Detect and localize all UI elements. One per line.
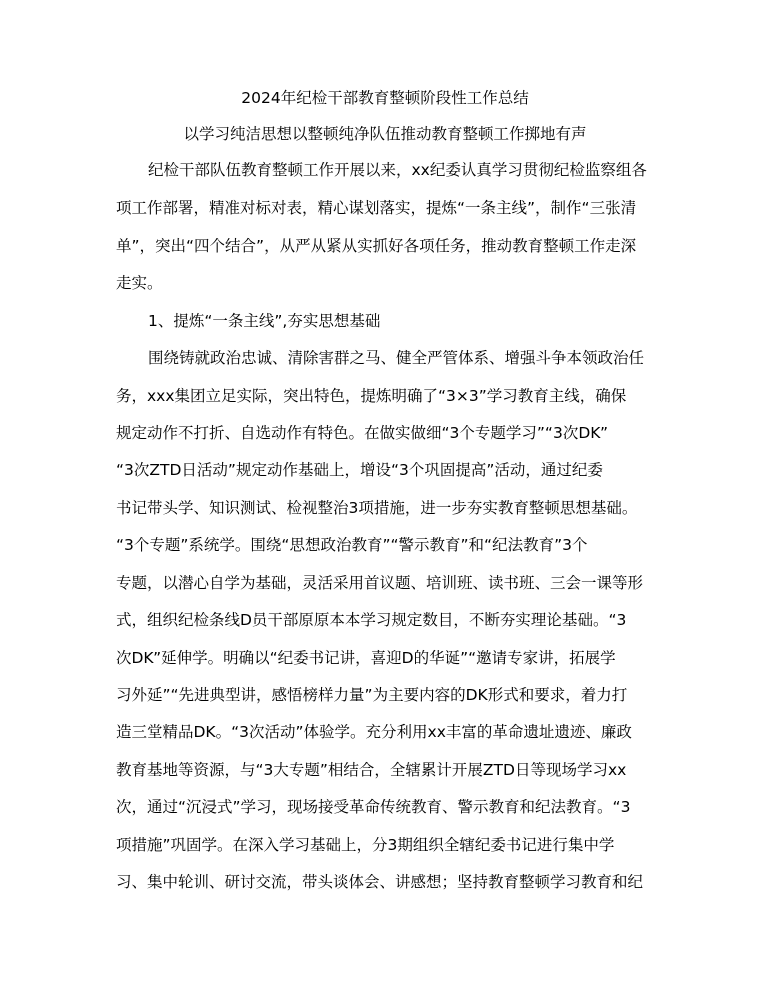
paragraph-line: “3个专题”系统学。围绕“思想政治教育”“警示教育”和“纪法教育”3个 [116,536,588,554]
paragraph-line: 走实。 [116,274,163,292]
document-subtitle: 以学习纯洁思想以整顿纯净队伍推动教育整顿工作掷地有声 [183,125,587,143]
paragraph-line: 专题，以潜心自学为基础，灵活采用首议题、培训班、读书班、三会一课等形 [116,574,644,592]
paragraph-line: 围绕铸就政治忠诚、清除害群之马、健全严管体系、增强斗争本领政治任 [148,349,645,367]
paragraph-line: “3次ZTD日活动”规定动作基础上，增设“3个巩固提高”活动，通过纪委 [116,461,603,479]
paragraph-line: 项工作部署，精准对标对表，精心谋划落实，提炼“一条主线”，制作“三张清 [116,199,637,217]
paragraph-line: 式，组织纪检条线D员干部原原本本学习规定数目，不断夯实理论基础。“3 [116,611,627,629]
paragraph-line: 次DK”延伸学。明确以“纪委书记讲，喜迎D的华诞”“邀请专家讲，拓展学 [116,649,616,667]
paragraph-line: 造三堂精品DK。“3次活动”体验学。充分利用xx丰富的革命遗址遗迹、廉政 [116,723,632,741]
paragraph-line: 单”，突出“四个结合”，从严从紧从实抓好各项任务，推动教育整顿工作走深 [116,237,637,255]
paragraph-line: 项措施”巩固学。在深入学习基础上，分3期组织全辖纪委书记进行集中学 [116,836,615,854]
paragraph-line: 教育基地等资源，与“3大专题”相结合，全辖累计开展ZTD日等现场学习xx [116,761,627,779]
paragraph-line: 纪检干部队伍教育整顿工作开展以来，xx纪委认真学习贯彻纪检监察组各 [148,161,647,179]
paragraph-line: 务，xxx集团立足实际，突出特色，提炼明确了“3×3”学习教育主线，确保 [116,387,627,405]
paragraph-line: 次，通过“沉浸式”学习，现场接受革命传统教育、警示教育和纪法教育。“3 [116,798,631,816]
paragraph-line: 习外延”“先进典型讲，感悟榜样力量”为主要内容的DK形式和要求，着力打 [116,686,628,704]
document-title: 2024年纪检干部教育整顿阶段性工作总结 [241,89,529,107]
section-heading: 1、提炼“一条主线”,夯实思想基础 [148,312,381,330]
paragraph-line: 书记带头学、知识测试、检视整治3项措施，进一步夯实教育整顿思想基础。 [116,499,638,517]
paragraph-line: 规定动作不打折、自选动作有特色。在做实做细“3个专题学习”“3次DK” [116,424,608,442]
paragraph-line: 习、集中轮训、研讨交流，带头谈体会、讲感想；坚持教育整顿学习教育和纪 [116,873,644,891]
